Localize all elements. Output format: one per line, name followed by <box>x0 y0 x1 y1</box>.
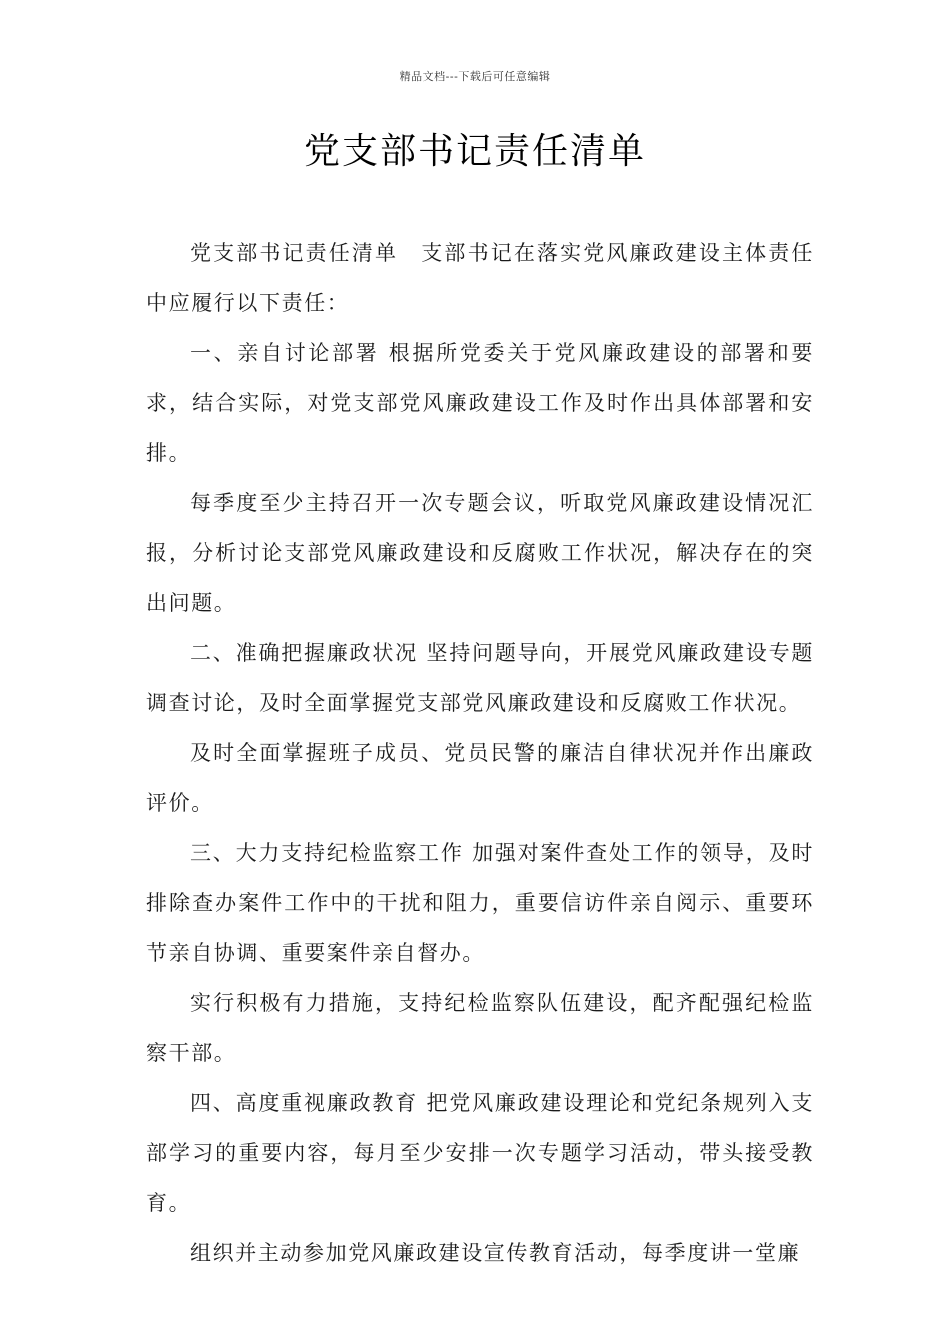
paragraph: 一、亲自讨论部署 根据所党委关于党风廉政建设的部署和要求，结合实际，对党支部党风廉政建设工作及时作出具体部署和安排。 <box>146 341 814 465</box>
paragraph: 每季度至少主持召开一次专题会议，听取党风廉政建设情况汇报，分析讨论支部党风廉政建设和反腐败工作状况，解决存在的突出问题。 <box>146 491 814 615</box>
document-body <box>146 228 814 1278</box>
paragraph: 四、高度重视廉政教育 把党风廉政建设理论和党纪条规列入支部学习的重要内容，每月至少安排一次专题学习活动，带头接受教育。 <box>146 1091 814 1215</box>
document-title: 党支部书记责任清单 <box>303 131 646 172</box>
header-note: 精品文档---下载后可任意编辑 <box>399 70 551 83</box>
paragraph: 及时全面掌握班子成员、党员民警的廉洁自律状况并作出廉政评价。 <box>146 741 814 815</box>
paragraph: 二、准确把握廉政状况 坚持问题导向，开展党风廉政建设专题调查讨论，及时全面掌握党支部党风廉政建设和反腐败工作状况。 <box>146 641 814 715</box>
paragraph: 组织并主动参加党风廉政建设宣传教育活动，每季度讲一堂廉 <box>190 1241 801 1265</box>
paragraph: 党支部书记责任清单 支部书记在落实党风廉政建设主体责任中应履行以下责任： <box>146 241 814 315</box>
paragraph: 实行积极有力措施，支持纪检监察队伍建设，配齐配强纪检监察干部。 <box>146 991 814 1065</box>
paragraph: 三、大力支持纪检监察工作 加强对案件查处工作的领导，及时排除查办案件工作中的干扰和阻力，重要信访件亲自阅示、重要环节亲自协调、重要案件亲自督办。 <box>146 841 814 965</box>
